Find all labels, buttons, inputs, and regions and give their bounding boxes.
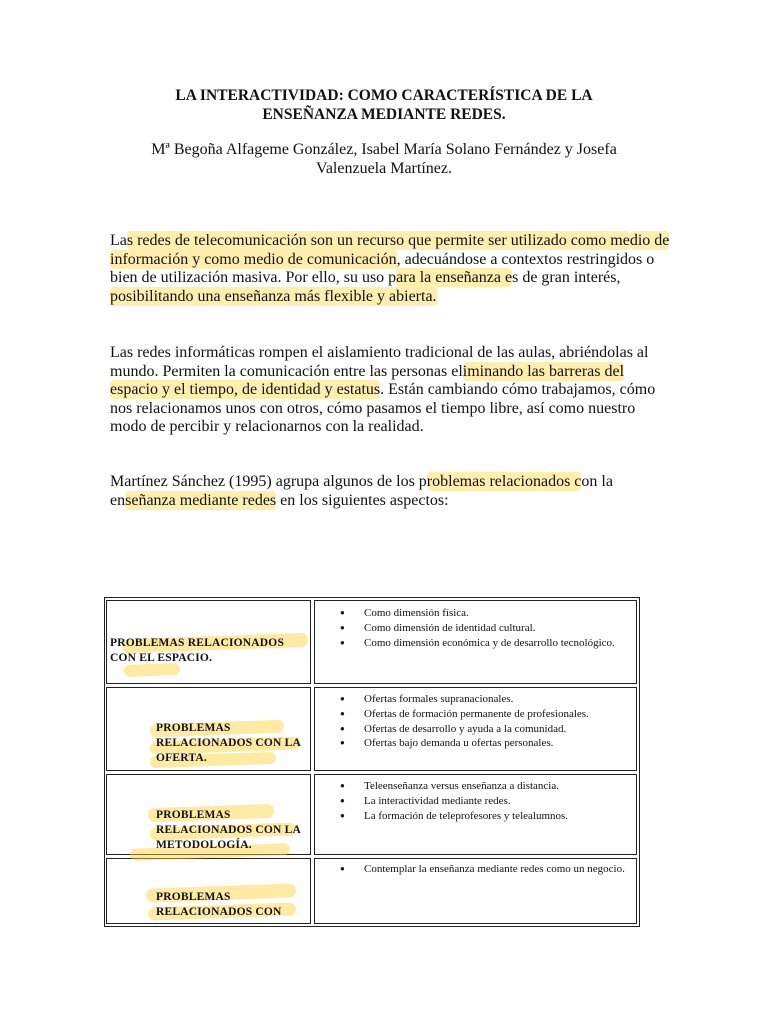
list-item: ● La interactividad mediante redes. xyxy=(338,794,628,809)
p1-highlight-1: s redes de telecomunicación son un recurso que permite ser utilizado como me xyxy=(126,232,630,249)
row-label-espacio: PROBLEMAS RELACIONADOS CON EL ESPACIO. xyxy=(110,637,285,664)
list-item: ● Como dimensión física. xyxy=(338,606,628,621)
p3-highlight-1: roblemas relacionados c xyxy=(426,473,582,490)
list-item: ● Teleenseñanza versus enseñanza a distancia. xyxy=(338,779,628,794)
p3-text-3: en los siguientes aspectos: xyxy=(276,491,449,509)
list-item: ● Como dimensión económica y de desarrollo tecnológico. xyxy=(338,636,628,651)
list-item: ● Ofertas bajo demanda u ofertas personales. xyxy=(338,736,633,751)
p2-text-2: . Están cambiando cómo trabajamos, cómo nos relacionamos unos con otros, cómo pasamos el tiempo libre, así como nuestro modo de percibir y relacionarnos con la realidad. xyxy=(110,381,656,436)
p1-highlight-3: posibilitando una enseñanza más flexible y abierta. xyxy=(110,287,437,305)
list-item: ● Como dimensión de identidad cultural. xyxy=(338,621,628,636)
row-label-negocio: PROBLEMAS RELACIONADOS CON xyxy=(156,891,282,918)
row-label-metodologia: PROBLEMAS RELACIONADOS CON LA METODOLOGÍA. xyxy=(156,809,301,851)
bullet-list-espacio xyxy=(338,606,628,650)
authors-line-1: Mª Begoña Alfageme González, Isabel María Solano Fernández y Josefa xyxy=(151,141,617,158)
authors-line-2: Valenzuela Martínez. xyxy=(316,160,452,177)
title-line-1: LA INTERACTIVIDAD: COMO CARACTERÍSTICA DE LA xyxy=(175,87,593,104)
bullet-list-oferta xyxy=(338,692,633,751)
p3-text-1: Martínez Sánchez (1995) agrupa algunos de los p xyxy=(110,473,427,490)
paragraph-2 xyxy=(110,344,670,437)
bullet-list-negocio xyxy=(338,862,628,877)
p1-text-1: La xyxy=(110,232,127,249)
paragraph-1 xyxy=(110,232,670,306)
row-label-oferta: PROBLEMAS RELACIONADOS CON LA OFERTA. xyxy=(156,722,301,764)
list-item: ● Contemplar la enseñanza mediante redes como un negocio. xyxy=(338,862,628,877)
list-item: ● La formación de teleprofesores y telealumnos. xyxy=(338,809,628,824)
p1-text-3: s de gran interés, xyxy=(512,269,621,287)
p1-highlight-2: ara la enseñanza e xyxy=(396,269,513,287)
paragraph-3 xyxy=(110,473,670,510)
list-item: ● Ofertas de desarrollo y ayuda a la comunidad. xyxy=(338,722,633,737)
list-item: ● Ofertas de formación permanente de profesionales. xyxy=(338,707,633,722)
document-title xyxy=(100,86,668,124)
p2-highlight-1: iminando las barreras del espacio y el tiempo, de identidad y estatus xyxy=(110,362,625,399)
p1-highlight-1b: dio de información y como medio de comunicación xyxy=(110,232,670,268)
list-item: ● Ofertas formales supranacionales. xyxy=(338,692,633,707)
p3-text-2: on la en xyxy=(110,473,613,509)
p1-text-2: , adecuándose a contextos restringidos o bien de utilización masiva. Por ello, su uso p xyxy=(110,250,655,287)
authors xyxy=(100,140,668,178)
title-line-2: ENSEÑANZA MEDIANTE REDES. xyxy=(262,106,506,123)
p2-text-1: Las redes informáticas rompen el aislamiento tradicional de las aulas, abriéndolas al mundo. Permiten la comunicación entre las personas el xyxy=(110,344,649,380)
p3-highlight-2: señanza mediante redes xyxy=(125,491,277,509)
bullet-list-metodologia xyxy=(338,779,628,823)
